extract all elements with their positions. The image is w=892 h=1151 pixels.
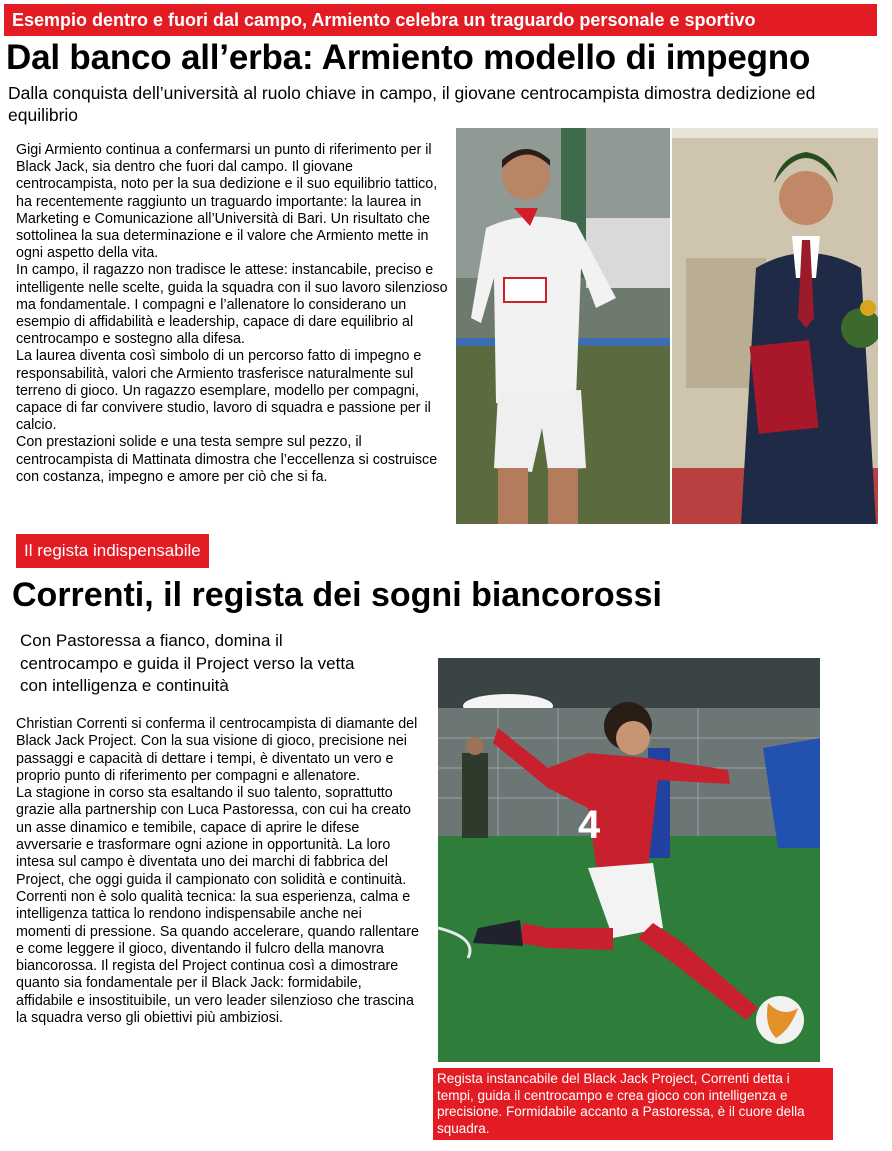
article1-subtitle: Dalla conquista dell’università al ruolo chiave in campo, il giovane centrocampista dimostra dedizione ed equilibrio <box>8 83 816 125</box>
article1-body <box>16 142 448 486</box>
article2-photo-caption: Regista instancabile del Black Jack Project, Correnti detta i tempi, guida il centrocampo e crea gioco con intelligenza e precisione. Formidabile accanto a Pastoressa, è il cuore della squadra. <box>433 1068 833 1140</box>
article2-paragraph: La stagione in corso sta esaltando il suo talento, soprattutto grazie alla partnership con Luca Pastoressa, con cui ha creato un asse dinamico e temibile, capace di aprire le difese avversarie e trasformare ogni azione in opportunità. La loro intesa sul campo è diventata uno dei marchi di fabbrica del Project, che oggi guida il campionato con solidità e continuità. <box>16 785 411 888</box>
armiento-photo-collage <box>456 128 878 524</box>
svg-text:4: 4 <box>578 803 601 847</box>
article2-subtitle: Con Pastoressa a fianco, domina il centrocampo e guida il Project verso la vetta con intelligenza e continuità <box>20 631 355 695</box>
article1-paragraph: In campo, il ragazzo non tradisce le attese: instancabile, preciso e intelligente nelle scelte, guida la squadra con il suo lavoro silenzioso ma fondamentale. I compagni e l’allenatore lo considerano un esempio di affidabilità e leadership, capace di dare equilibrio al centrocampo e sostegno alla difesa. <box>16 262 448 348</box>
article2-title: Correnti, il regista dei sogni biancorossi <box>12 576 662 614</box>
article1-title: Dal banco all’erba: Armiento modello di impegno <box>6 38 811 77</box>
article1-paragraph: Con prestazioni solide e una testa sempre sul pezzo, il centrocampista di Mattinata dimostra che l’eccellenza si costruisce con costanza, impegno e amore per ciò che si fa. <box>16 434 438 485</box>
article2-paragraph: Christian Correnti si conferma il centrocampista di diamante del Black Jack Project. Con la sua visione di gioco, precisione nei passaggi e capacità di dettare i tempi, è diventato un vero e proprio punto di riferimento per compagni e allenatore. <box>16 716 418 784</box>
article1-photo <box>456 128 878 524</box>
article1-paragraph: Gigi Armiento continua a confermarsi un punto di riferimento per il Black Jack, sia dentro che fuori dal campo. Il giovane centrocampista, noto per la sua dedizione e il suo equilibrio tattico, ha recentemente raggiunto un traguardo importante: la laurea in Marketing e Comunicazione all’Università di Bari. Un risultato che sottolinea la sua determinazione e il valore che Armiento mette in ogni aspetto della vita. <box>16 142 438 262</box>
article1-kicker: Esempio dentro e fuori dal campo, Armiento celebra un traguardo personale e sportivo <box>4 4 877 36</box>
article1-paragraph: La laurea diventa così simbolo di un percorso fatto di impegno e responsabilità, valori che Armiento trasferisce naturalmente sul terreno di gioco. Un ragazzo esemplare, modello per compagni, capace di far convivere studio, lavoro di squadra e passione per il calcio. <box>16 348 431 434</box>
article2-photo <box>438 658 820 1062</box>
article2-body <box>16 716 420 1027</box>
article2-kicker: Il regista indispensabile <box>16 534 209 568</box>
correnti-kick-photo <box>438 658 820 1062</box>
article2-paragraph: Correnti non è solo qualità tecnica: la sua esperienza, calma e intelligenza tattica lo rendono indispensabile anche nei momenti di pressione. Sa quando accelerare, quando rallentare e come leggere il gioco, diventando il fulcro della manovra biancorossa. Il regista del Project continua così a dimostrare quanto sia fondamentale per il Black Jack: formidabile, affidabile e insostituibile, un vero leader silenzioso che trascina la squadra verso gli obiettivi più ambiziosi. <box>16 888 419 1027</box>
